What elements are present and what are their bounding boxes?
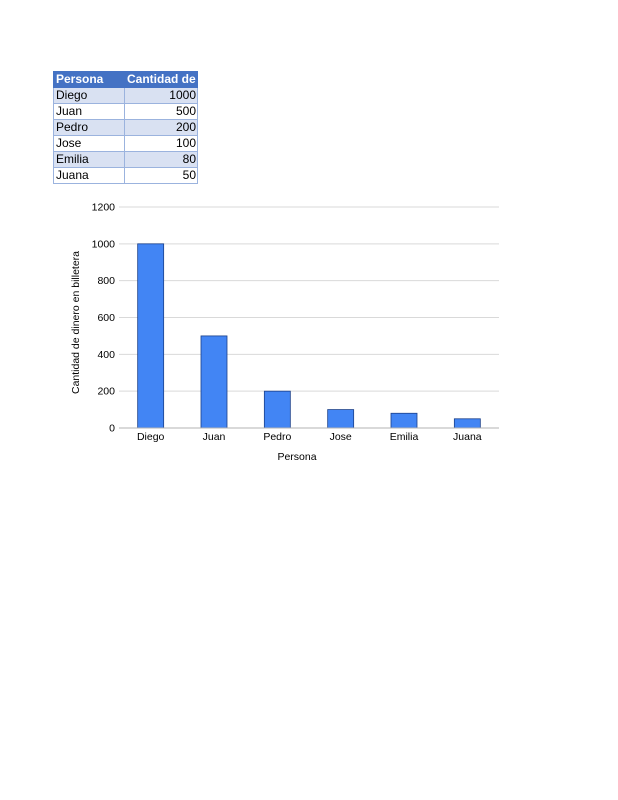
cell-value[interactable]: 50: [125, 168, 198, 184]
bar-pedro: [264, 391, 290, 428]
x-tick-label: Emilia: [389, 431, 419, 443]
cell-value[interactable]: 200: [125, 120, 198, 136]
bars: [138, 244, 481, 428]
cell-name[interactable]: Juana: [54, 168, 125, 184]
y-tick-label: 800: [97, 275, 115, 288]
x-tick-label: Pedro: [263, 431, 292, 443]
cell-value[interactable]: 80: [125, 152, 198, 168]
y-tick-label: 600: [97, 312, 115, 324]
y-tick-label: 1000: [91, 238, 115, 251]
bar-juana: [454, 419, 480, 428]
y-axis-title: Cantidad de dinero en billetera: [70, 250, 82, 395]
x-tick-label: Juan: [202, 431, 226, 443]
cell-value[interactable]: 100: [125, 136, 198, 152]
cell-value[interactable]: 500: [125, 104, 198, 120]
y-tick-label: 200: [97, 385, 115, 398]
x-tick-label: Juana: [453, 431, 482, 443]
y-tick-label: 400: [97, 348, 115, 361]
cell-value[interactable]: 1000: [125, 88, 198, 104]
header-cantidad[interactable]: Cantidad de dinero en billetera: [125, 72, 198, 88]
cell-name[interactable]: Juan: [54, 104, 125, 120]
x-axis-title: Persona: [277, 451, 317, 463]
gridlines: [119, 207, 499, 391]
y-tick-label: 0: [109, 422, 115, 435]
x-tick-labels: [137, 431, 482, 443]
cell-name[interactable]: Diego: [54, 88, 125, 104]
x-tick-label: Jose: [329, 431, 352, 443]
cell-name[interactable]: Jose: [54, 136, 125, 152]
y-tick-label: 1200: [91, 201, 115, 214]
bar-diego: [138, 244, 164, 428]
bar-emilia: [391, 413, 417, 428]
cell-name[interactable]: Pedro: [54, 120, 125, 136]
x-tick-label: Diego: [136, 431, 165, 443]
header-persona[interactable]: Persona: [54, 72, 125, 88]
bar-jose: [328, 410, 354, 428]
bar-juan: [201, 336, 227, 428]
cell-name[interactable]: Emilia: [54, 152, 125, 168]
y-tick-labels: [92, 202, 116, 435]
